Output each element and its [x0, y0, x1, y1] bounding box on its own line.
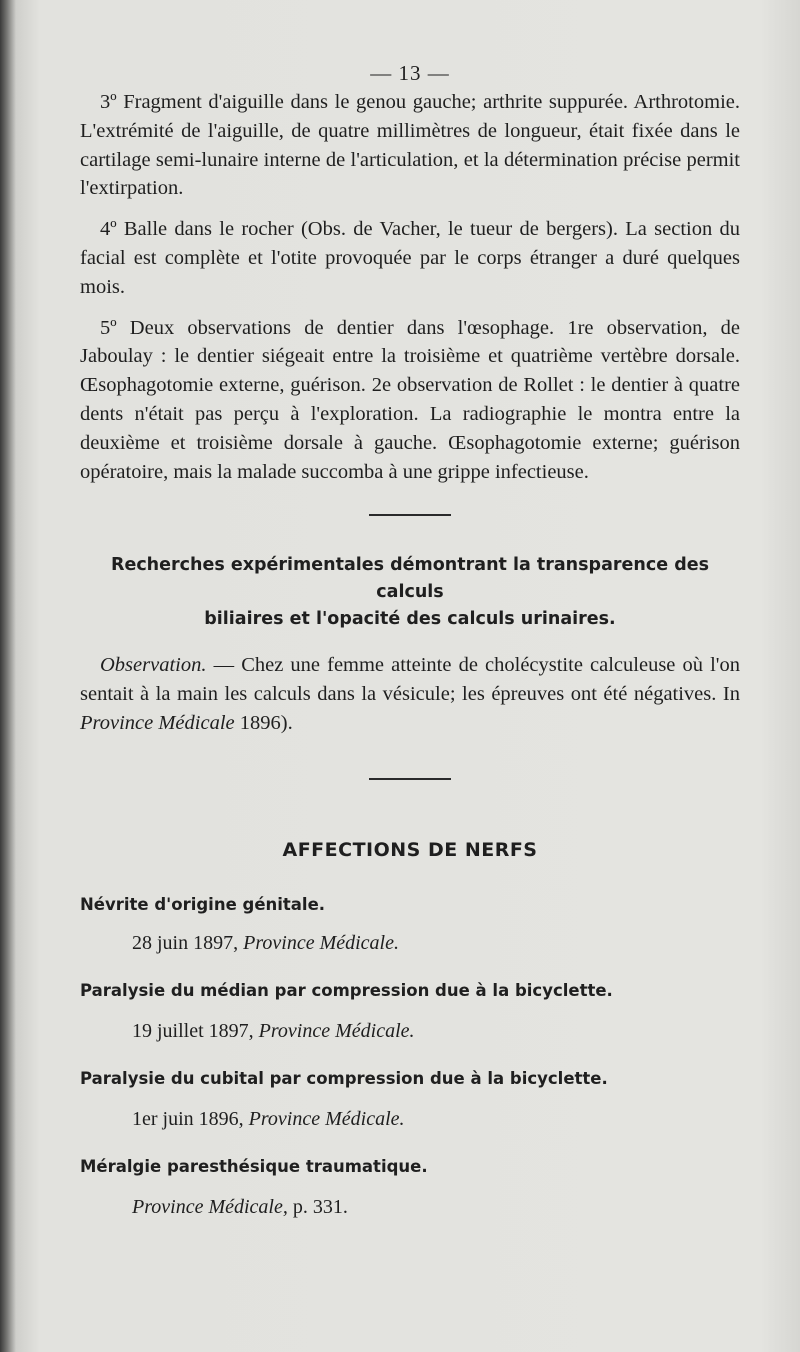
entry-ref-4: [80, 1194, 740, 1220]
entry-source-1: Province Médicale.: [243, 931, 399, 954]
entry-ref-3: [80, 1106, 740, 1132]
paragraph-4: 4º Balle dans le rocher (Obs. de Vacher, le tueur de bergers). La section du facial est complète et l'otite provoquée par le corps étranger a duré quelques mois.: [80, 218, 740, 298]
research-heading-line1: Recherches expérimentales démontrant la transparence des calculs: [110, 555, 710, 603]
entry-source-2: Province Médicale.: [258, 1019, 415, 1042]
observation-text: — Chez une femme atteinte de cholécystite calculeuse où l'on sentait à la main les calculs dans la vésicule; les épreuves ont été négatives. In: [80, 654, 740, 706]
paragraph-3: 3º Fragment d'aiguille dans le genou gauche; arthrite suppurée. Arthrotomie. L'extrémité de l'aiguille, de quatre millimètres de longueur, était fixée dans le cartilage semi-lunaire interne de l'articulation, et la détermination précise permit l'extirpation.: [80, 91, 740, 200]
research-heading: [80, 552, 740, 633]
observation-paragraph: [80, 651, 740, 737]
research-heading-line2: biliaires et l'opacité des calculs urinaires.: [204, 609, 616, 630]
page-number: — 13 —: [370, 61, 450, 85]
entry-source-3: Province Médicale.: [248, 1107, 405, 1130]
entry-source-4: Province Médicale,: [132, 1195, 288, 1218]
entry-title-3: Paralysie du cubital par compression due à la bicyclette.: [80, 1068, 608, 1088]
entry-date-2: 19 juillet 1897,: [132, 1019, 259, 1042]
observation-label: Observation.: [100, 654, 207, 677]
entry-ref-2: [80, 1018, 740, 1044]
entry-title-1: Névrite d'origine génitale.: [80, 894, 326, 914]
page-content: [80, 58, 740, 1220]
entry-title-4: Méralgie paresthésique traumatique.: [80, 1156, 428, 1176]
observation-year: 1896).: [234, 711, 293, 734]
paragraph-5: 5º Deux observations de dentier dans l'œsophage. 1re observation, de Jaboulay : le dentier siégeait entre la troisième et quatrième vertèbre dorsale. Œsophagotomie externe, guérison. 2e observation de Rollet : le dentier à quatre dents n'était pas perçu à l'exploration. La radiographie le montra entre la deuxième et troisième dorsale à gauche. Œsophagotomie externe; guérison opératoire, mais la malade succomba à une grippe infectieuse.: [80, 316, 740, 483]
section-title: AFFECTIONS DE NERFS: [282, 838, 538, 861]
entry-page-4: p. 331.: [287, 1195, 348, 1218]
observation-source: Province Médicale: [80, 711, 235, 734]
entry-date-3: 1er juin 1896,: [132, 1107, 249, 1130]
entry-ref-1: [80, 930, 740, 956]
entry-title-2: Paralysie du médian par compression due à la bicyclette.: [80, 980, 613, 1000]
entry-date-1: 28 juin 1897,: [132, 931, 244, 954]
